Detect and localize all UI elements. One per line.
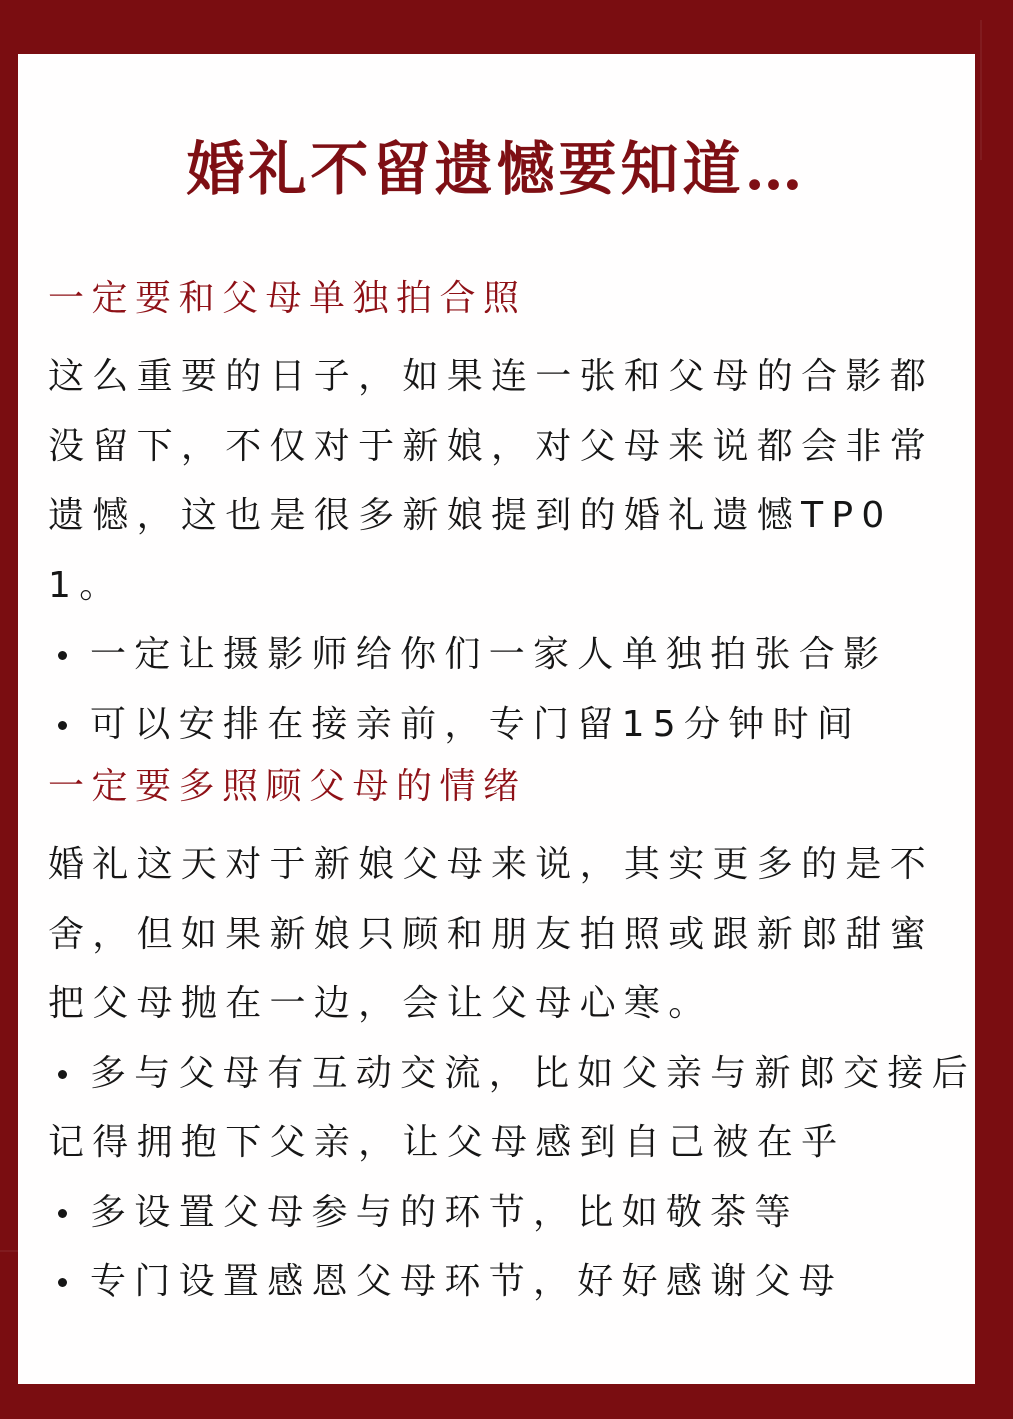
bullet-list xyxy=(48,1039,977,1317)
list-item-text: 多与父母有互动交流，比如父亲与新郎交接后 xyxy=(90,1052,977,1094)
section-parents-photo xyxy=(48,274,935,759)
list-item xyxy=(48,620,935,690)
list-item-text: 一定让摄影师给你们一家人单独拍张合影 xyxy=(90,634,888,675)
bullet-list xyxy=(48,620,935,759)
bullet-dot-icon xyxy=(58,651,67,660)
bullet-dot-icon xyxy=(58,1070,67,1079)
section-body: 这么重要的日子，如果连一张和父母的合影都没留下，不仅对于新娘，对父母来说都会非常遗憾，这也是很多新娘提到的婚礼遗憾TP01。 xyxy=(48,356,935,606)
list-item-continuation: 记得拥抱下父亲，让父母感到自己被在乎 xyxy=(48,1122,846,1163)
list-item xyxy=(48,1247,935,1317)
list-item-text: 可以安排在接亲前，专门留15分钟时间 xyxy=(90,703,862,745)
list-item-text: 专门设置感恩父母环节，好好感谢父母 xyxy=(90,1261,844,1302)
section-heading: 一定要和父母单独拍合照 xyxy=(48,278,527,319)
section-heading: 一定要多照顾父母的情绪 xyxy=(48,766,527,807)
section-parents-emotions xyxy=(48,762,977,1317)
page-title: 婚礼不留遗憾要知道… xyxy=(186,135,807,203)
list-item xyxy=(48,690,935,760)
bullet-dot-icon xyxy=(58,721,67,730)
list-item-text: 多设置父母参与的环节，比如敬茶等 xyxy=(90,1191,799,1233)
bullet-dot-icon xyxy=(58,1278,67,1287)
section-body: 婚礼这天对于新娘父母来说，其实更多的是不舍，但如果新娘只顾和朋友拍照或跟新郎甜蜜把父母抛在一边，会让父母心寒。 xyxy=(48,844,935,1024)
content-card xyxy=(18,54,975,1384)
background-decoration xyxy=(980,20,982,160)
list-item xyxy=(48,1039,977,1109)
list-item xyxy=(48,1178,935,1248)
bullet-dot-icon xyxy=(58,1209,67,1218)
